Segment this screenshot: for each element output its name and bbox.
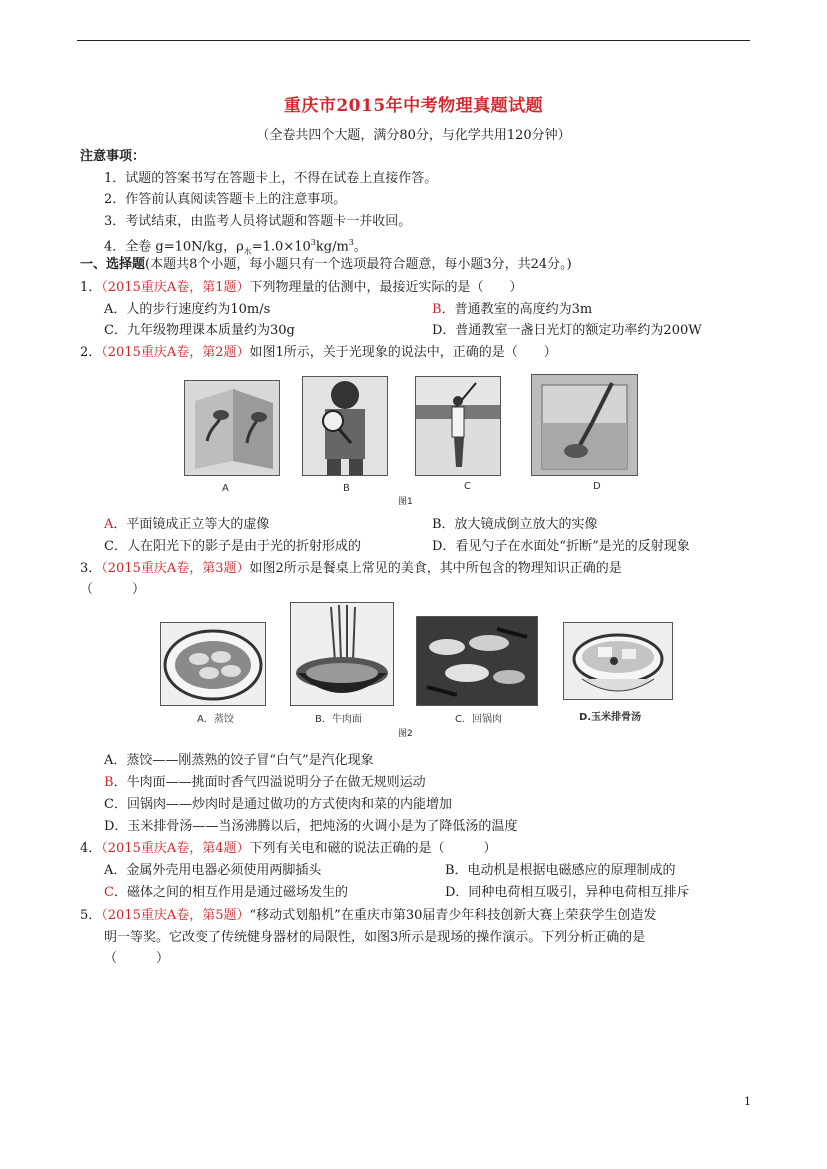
question-2-stem (80, 344, 557, 362)
note-item-4-mid: =1.0×10 (251, 239, 311, 255)
figure1-caption: 图1 (398, 497, 413, 507)
q1-option-a: A．人的步行速度约为10m/s (104, 302, 271, 317)
q1-text: 下列物理量的估测中，最接近实际的是（ ） (249, 280, 523, 295)
note-item-4-end: 。 (353, 239, 367, 255)
q3-option-a: A．蒸饺——刚蒸熟的饺子冒“白气”是汽化现象 (104, 753, 374, 768)
note-item-2: 2．作答前认真阅读答题卡上的注意事项。 (104, 192, 347, 207)
q4-option-a: A．金属外壳用电器必须使用两脚插头 (104, 863, 322, 878)
note-item-4-prefix: 4．全卷 g=10N/kg，ρ (104, 239, 244, 255)
note-item-4-sup2: 3 (348, 238, 354, 247)
corn-rib-soup-illustration (564, 623, 672, 699)
q1-number: 1． (80, 280, 102, 295)
figure2-label-d: D.玉米排骨汤 (579, 712, 642, 723)
note-item-4-sup: 3 (310, 238, 316, 247)
q2-option-d: D．看见勺子在水面处“折断”是光的反射现象 (432, 539, 690, 554)
question-4-stem (80, 840, 497, 858)
q2-option-b: B．放大镜成倒立放大的实像 (432, 517, 598, 532)
figure2-label-b: B．牛肉面 (315, 714, 362, 725)
q3-number: 3． (80, 561, 102, 576)
plane-mirror-illustration (185, 381, 279, 475)
q3-option-b-text: ．牛肉面——挑面时香气四溢说明分子在做无规则运动 (113, 775, 426, 790)
section-label: 一、选择题 (80, 257, 146, 272)
q1-option-b-text: ．普通教室的高度约为3m (441, 302, 593, 317)
q4-text: 下列有关电和磁的说法正确的是（ ） (249, 841, 497, 856)
q1-source: （2015重庆A卷，第1题） (101, 280, 250, 295)
q3-option-b-letter: B (104, 775, 114, 790)
figure1-label-a: A (222, 483, 229, 494)
q4-option-c-letter: C (104, 885, 114, 900)
magnifier-illustration (303, 377, 387, 475)
q2-option-a-text: ．平面镜成正立等大的虚像 (113, 517, 270, 532)
shadow-illustration (416, 377, 500, 475)
figure1-image-b (302, 376, 388, 476)
twice-cooked-pork-illustration (417, 617, 537, 705)
figure1-label-d: D (593, 481, 601, 492)
figure2-label-c: C．回锅肉 (455, 714, 502, 725)
figure1-image-d (531, 374, 638, 476)
q2-option-a-letter: A (104, 517, 114, 532)
figure2-image-c (416, 616, 538, 706)
figure2-image-b (290, 602, 394, 706)
q3-option-c: C．回锅肉——炒肉时是通过做功的方式使肉和菜的内能增加 (104, 797, 452, 812)
spoon-in-water-illustration (532, 375, 637, 475)
q1-option-c: C．九年级物理课本质量约为30g (104, 323, 295, 338)
section-heading (80, 256, 572, 274)
q5-source: （2015重庆A卷，第5题） (101, 908, 250, 923)
exam-title: 重庆市2015年中考物理真题试题 (283, 96, 544, 116)
figure2-image-a (160, 622, 266, 706)
figure1-label-c: C (464, 481, 471, 492)
figure1-label-b: B (343, 483, 350, 494)
q5-answer-paren: （ ） (104, 951, 170, 966)
note-item-4-unit: kg/m (315, 239, 349, 255)
q2-option-a (104, 516, 269, 534)
q4-option-b: B．电动机是根据电磁感应的原理制成的 (445, 863, 676, 878)
beef-noodle-illustration (291, 603, 393, 705)
q2-text: 如图1所示，关于光现象的说法中，正确的是（ ） (249, 345, 557, 360)
q3-answer-paren: （ ） (80, 582, 146, 597)
question-1-stem (80, 279, 523, 297)
figure1-image-a (184, 380, 280, 476)
q4-option-c-text: ．磁体之间的相互作用是通过磁场发生的 (113, 885, 348, 900)
note-item-1: 1．试题的答案书写在答题卡上，不得在试卷上直接作答。 (104, 171, 438, 186)
q2-number: 2． (80, 345, 102, 360)
figure1-image-c (415, 376, 501, 476)
q3-option-d: D．玉米排骨汤——当汤沸腾以后，把炖汤的火调小是为了降低汤的温度 (104, 819, 518, 834)
q2-option-c: C．人在阳光下的影子是由于光的折射形成的 (104, 539, 361, 554)
q3-text: 如图2所示是餐桌上常见的美食，其中所包含的物理知识正确的是 (249, 561, 622, 576)
header-rule (77, 40, 750, 41)
q3-option-b (104, 774, 426, 792)
dumplings-illustration (161, 623, 265, 705)
q3-source: （2015重庆A卷，第3题） (101, 561, 250, 576)
note-item-3: 3．考试结束，由监考人员将试题和答题卡一并收回。 (104, 214, 412, 229)
figure2-image-d (563, 622, 673, 700)
question-5-stem (80, 907, 656, 925)
q1-option-b (432, 301, 592, 319)
q1-option-b-letter: B (432, 302, 442, 317)
notes-heading: 注意事项： (80, 149, 146, 164)
q5-text-line2: 明一等奖。它改变了传统健身器材的局限性，如图3所示是现场的操作演示。下列分析正确的是 (104, 930, 646, 945)
question-3-stem (80, 560, 622, 578)
q4-option-d: D．同种电荷相互吸引，异种电荷相互排斥 (445, 885, 690, 900)
figure2-label-a: A．蒸饺 (197, 714, 234, 725)
note-item-4-sub: 水 (243, 246, 252, 256)
q4-source: （2015重庆A卷，第4题） (101, 841, 250, 856)
page-number: 1 (744, 1095, 751, 1108)
q4-number: 4． (80, 841, 102, 856)
q5-text-line1: “移动式划船机”在重庆市第30届青少年科技创新大赛上荣获学生创造发 (249, 908, 657, 923)
q1-option-d: D．普通教室一盏日光灯的额定功率约为200W (432, 323, 702, 338)
figure2-caption: 图2 (398, 729, 413, 739)
exam-subtitle: （全卷共四个大题，满分80分，与化学共用120分钟） (256, 128, 571, 143)
section-desc: (本题共8个小题，每小题只有一个选项最符合题意，每小题3分，共24分。) (145, 257, 572, 272)
q2-source: （2015重庆A卷，第2题） (101, 345, 250, 360)
q5-number: 5． (80, 908, 102, 923)
q4-option-c (104, 884, 348, 902)
